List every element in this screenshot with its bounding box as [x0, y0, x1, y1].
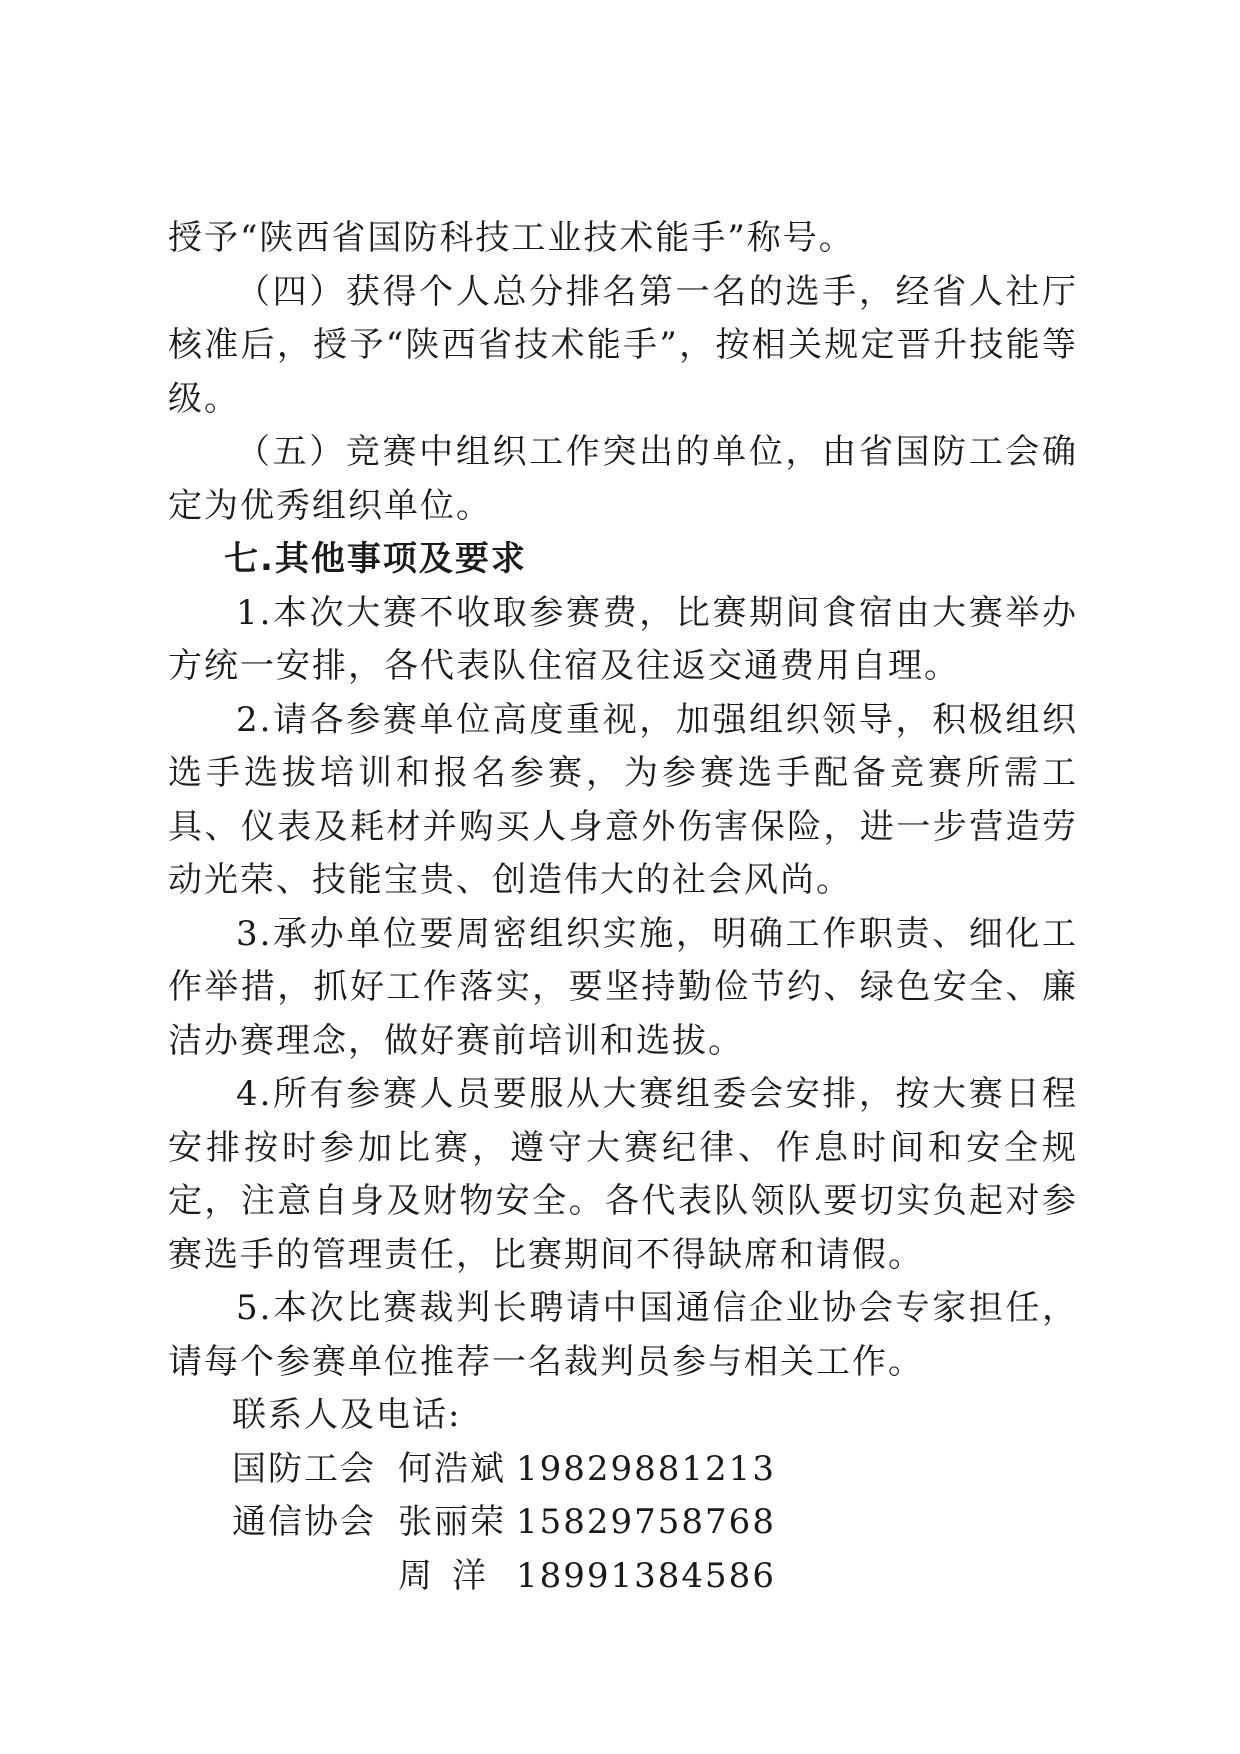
contact-org: 国防工会	[232, 1448, 376, 1489]
list-item-3: 3.承办单位要周密组织实施，明确工作职责、细化工作举措，抓好工作落实，要坚持勤俭节约、绿色安全、廉洁办赛理念，做好赛前培训和选拔。	[168, 913, 1078, 1061]
list-item-1: 1.本次大赛不收取参赛费，比赛期间食宿由大赛举办方统一安排，各代表队住宿及往返交通费用自理。	[168, 592, 1078, 686]
section-heading-other-matters: 七.其他事项及要求	[224, 539, 527, 579]
contact-row-2	[168, 1496, 1078, 1550]
contact-label: 联系人及电话:	[232, 1395, 462, 1435]
list-item-4: 4.所有参赛人员要服从大赛组委会安排，按大赛日程安排按时参加比赛，遵守大赛纪律、作息时间和安全规定，注意自身及财物安全。各代表队领队要切实负起对参赛选手的管理责任，比赛期间不得缺席和请假。	[168, 1074, 1078, 1275]
contact-row-1	[168, 1443, 1078, 1497]
contact-name: 张丽荣	[398, 1502, 506, 1542]
contact-org	[232, 1550, 398, 1604]
paragraph-award-title-continuation: 授予“陕西省国防科技工业技术能手”称号。	[168, 218, 855, 258]
contact-name: 何浩斌	[398, 1448, 506, 1489]
list-item-2: 2.请各参赛单位高度重视，加强组织领导，积极组织选手选拔培训和报名参赛，为参赛选手配备竞赛所需工具、仪表及耗材并购买人身意外伤害保险，进一步营造劳动光荣、技能宝贵、创造伟大的社会风尚。	[168, 699, 1078, 900]
contact-row-3	[168, 1550, 1078, 1604]
document-body	[168, 212, 1078, 1603]
contact-name: 周洋	[398, 1555, 506, 1596]
contact-org: 通信协会	[232, 1502, 376, 1542]
contact-phone: 18991384586	[516, 1555, 776, 1596]
contact-phone: 19829881213	[516, 1448, 776, 1489]
list-item-5: 5.本次比赛裁判长聘请中国通信企业协会专家担任，请每个参赛单位推荐一名裁判员参与相关工作。	[168, 1288, 1078, 1382]
contact-phone: 15829758768	[516, 1502, 776, 1542]
paragraph-award-five: （五）竞赛中组织工作突出的单位，由省国防工会确定为优秀组织单位。	[168, 432, 1078, 526]
paragraph-award-four: （四）获得个人总分排名第一名的选手，经省人社厅核准后，授予“陕西省技术能手”，按相关规定晋升技能等级。	[168, 271, 1078, 419]
